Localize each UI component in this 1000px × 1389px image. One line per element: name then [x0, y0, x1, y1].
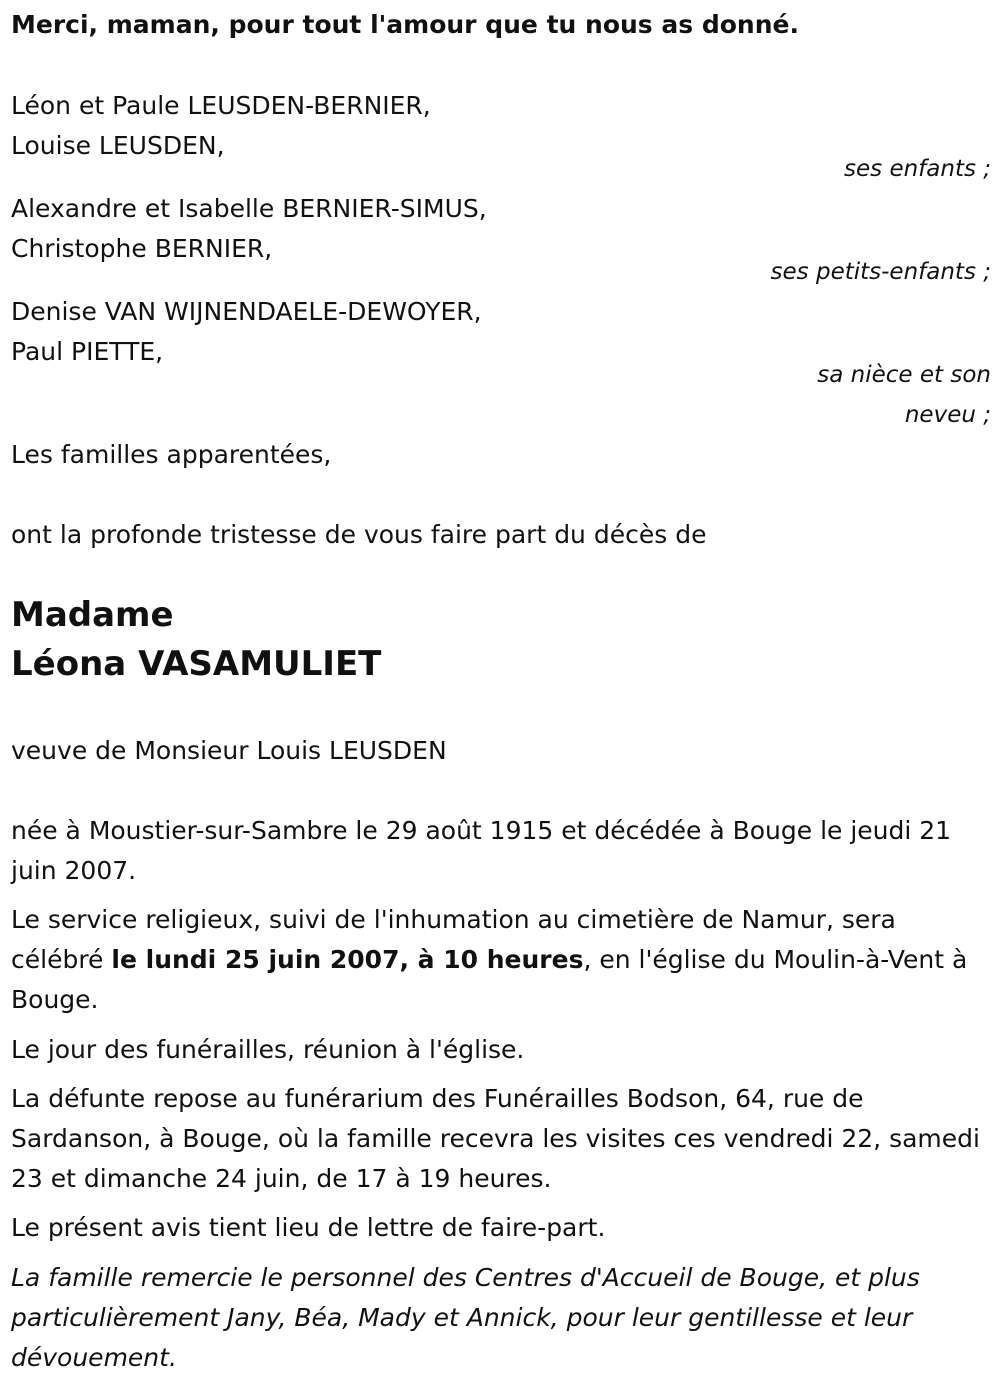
deceased-title: Madame — [11, 595, 174, 635]
service-paragraph — [11, 900, 986, 1020]
family-name-line: Louise LEUSDEN, — [11, 131, 225, 160]
family-name-line: Léon et Paule LEUSDEN-BERNIER, — [11, 91, 431, 120]
service-date-time: le lundi 25 juin 2007, à 10 heures — [111, 945, 584, 974]
family-name-line: Paul PIETTE, — [11, 337, 164, 366]
funerarium-paragraph: La défunte repose au funérarium des Funérailles Bodson, 64, rue de Sardanson, à Bouge, où la famille recevra les visites ces vendredi 22, samedi 23 et dimanche 24 juin, de 17 à 19 heures. — [11, 1084, 980, 1193]
widow-of: veuve de Monsieur Louis LEUSDEN — [11, 736, 447, 765]
birth-death-paragraph: née à Moustier-sur-Sambre le 29 août 1915 et décédée à Bouge le jeudi 21 juin 2007. — [11, 816, 952, 885]
family-name-line: Denise VAN WIJNENDAELE-DEWOYER, — [11, 297, 482, 326]
relation-label: neveu ; — [904, 402, 991, 428]
deceased-name: Léona VASAMULIET — [11, 644, 382, 684]
related-families: Les familles apparentées, — [11, 440, 332, 469]
meeting-paragraph: Le jour des funérailles, réunion à l'église. — [11, 1035, 525, 1064]
relation-label: ses petits-enfants ; — [770, 259, 991, 285]
notice-paragraph: Le présent avis tient lieu de lettre de faire-part. — [11, 1213, 606, 1242]
family-name-line: Alexandre et Isabelle BERNIER-SIMUS, — [11, 194, 487, 223]
announcement: ont la profonde tristesse de vous faire part du décès de — [11, 520, 707, 549]
motto: Merci, maman, pour tout l'amour que tu nous as donné. — [11, 10, 799, 39]
service-location: , en l'église du Moulin-à-Vent à Bouge. — [11, 945, 968, 1014]
service-text: Le service religieux, suivi de l'inhumation au cimetière de Namur, sera célébré — [11, 905, 896, 974]
family-name-line: Christophe BERNIER, — [11, 234, 273, 263]
relation-label: ses enfants ; — [844, 156, 991, 182]
relation-label: sa nièce et son — [817, 362, 991, 388]
thanks-paragraph: La famille remercie le personnel des Centres d'Accueil de Bouge, et plus particulièrement Jany, Béa, Mady et Annick, pour leur gentillesse et leur dévouement. — [11, 1263, 920, 1372]
